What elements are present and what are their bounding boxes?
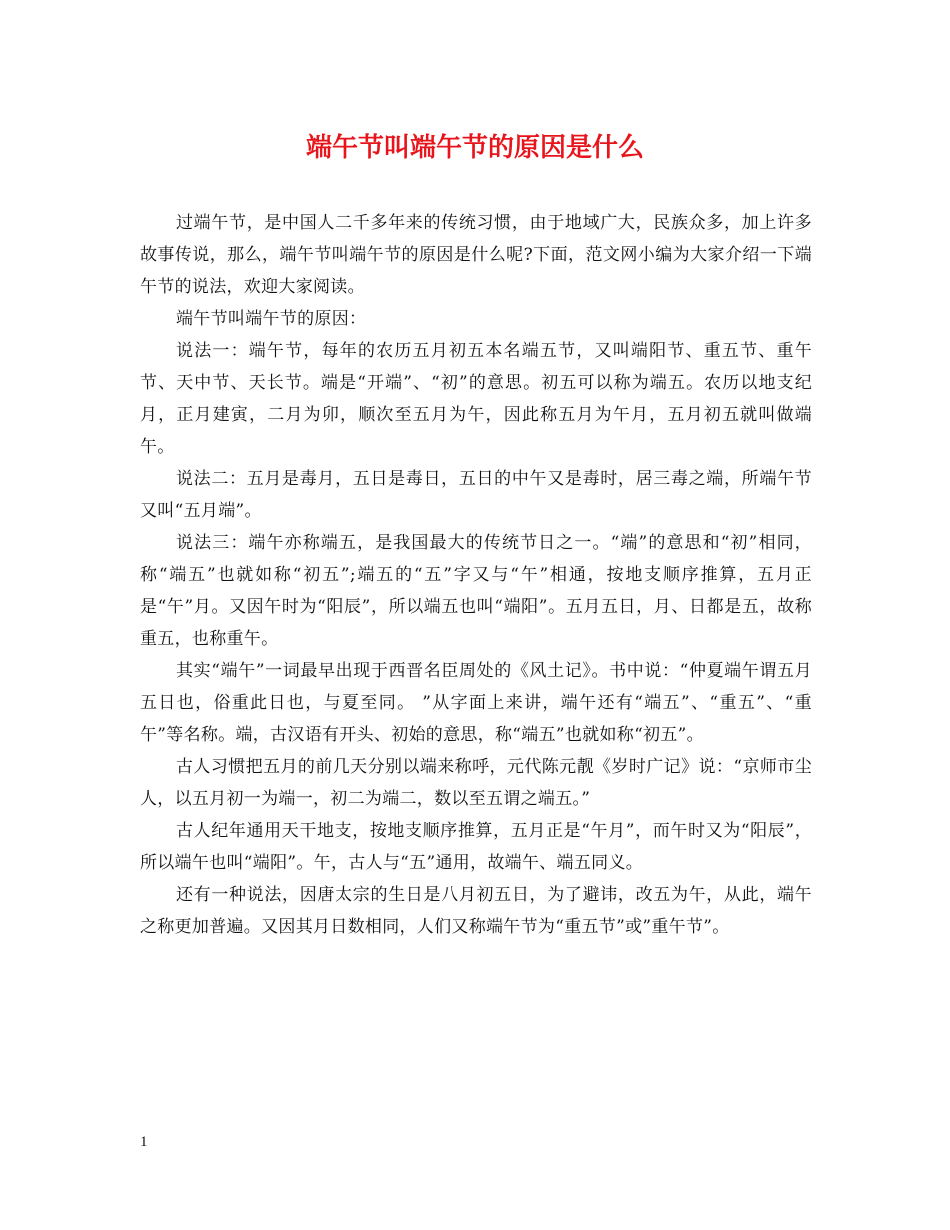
page-number: 1 [140,1134,148,1150]
paragraph-theory-two: 说法二：五月是毒月，五日是毒日，五日的中午又是毒时，居三毒之端，所端午节又叫“五月端”。 [140,469,812,521]
document-title: 端午节叫端午节的原因是什么 [305,133,644,163]
paragraph-fengtuji: 其实“端午”一词最早出现于西晋名臣周处的《风土记》。书中说：“仲夏端午谓五月五日也，俗重此日也，与夏至同。 ”从字面上来讲，端午还有“端五”、“重五”、“重午”等名称。端，古汉语有开头、初始的意思，称“端五”也就如称“初五”。 [140,661,812,745]
paragraph-tang-taizong: 还有一种说法，因唐太宗的生日是八月初五日，为了避讳，改五为午，从此，端午之称更加普遍。又因其月日数相同，人们又称端午节为“重五节”或”重午节”。 [140,885,812,937]
paragraph-tiangan-dizhi: 古人纪年通用天干地支，按地支顺序推算，五月正是“午月”，而午时又为“阳辰”，所以端午也叫“端阳”。午，古人与“五”通用，故端午、端五同义。 [140,821,812,873]
paragraph-intro: 过端午节，是中国人二千多年来的传统习惯，由于地域广大，民族众多，加上许多故事传说，那么，端午节叫端午节的原因是什么呢?下面，范文网小编为大家介绍一下端午节的说法，欢迎大家阅读。 [140,213,812,297]
paragraph-suishiguangji: 古人习惯把五月的前几天分别以端来称呼，元代陈元靓《岁时广记》说：“京师市尘人，以五月初一为端一，初二为端二，数以至五谓之端五。” [140,757,812,809]
document-body [140,207,812,943]
paragraph-theory-three: 说法三：端午亦称端五，是我国最大的传统节日之一。“端”的意思和“初”相同，称“端五”也就如称“初五”;端五的“五”字又与“午”相通，按地支顺序推算，五月正是“午”月。又因午时为“阳辰”，所以端五也叫“端阳”。五月五日，月、日都是五，故称重五，也称重午。 [140,533,812,649]
paragraph-theory-one: 说法一：端午节，每年的农历五月初五本名端五节，又叫端阳节、重五节、重午节、天中节、天长节。端是“开端”、“初”的意思。初五可以称为端五。农历以地支纪月，正月建寅，二月为卯，顺次至五月为午，因此称五月为午月，五月初五就叫做端午。 [140,341,812,457]
paragraph-reason-heading: 端午节叫端午节的原因： [176,309,367,329]
